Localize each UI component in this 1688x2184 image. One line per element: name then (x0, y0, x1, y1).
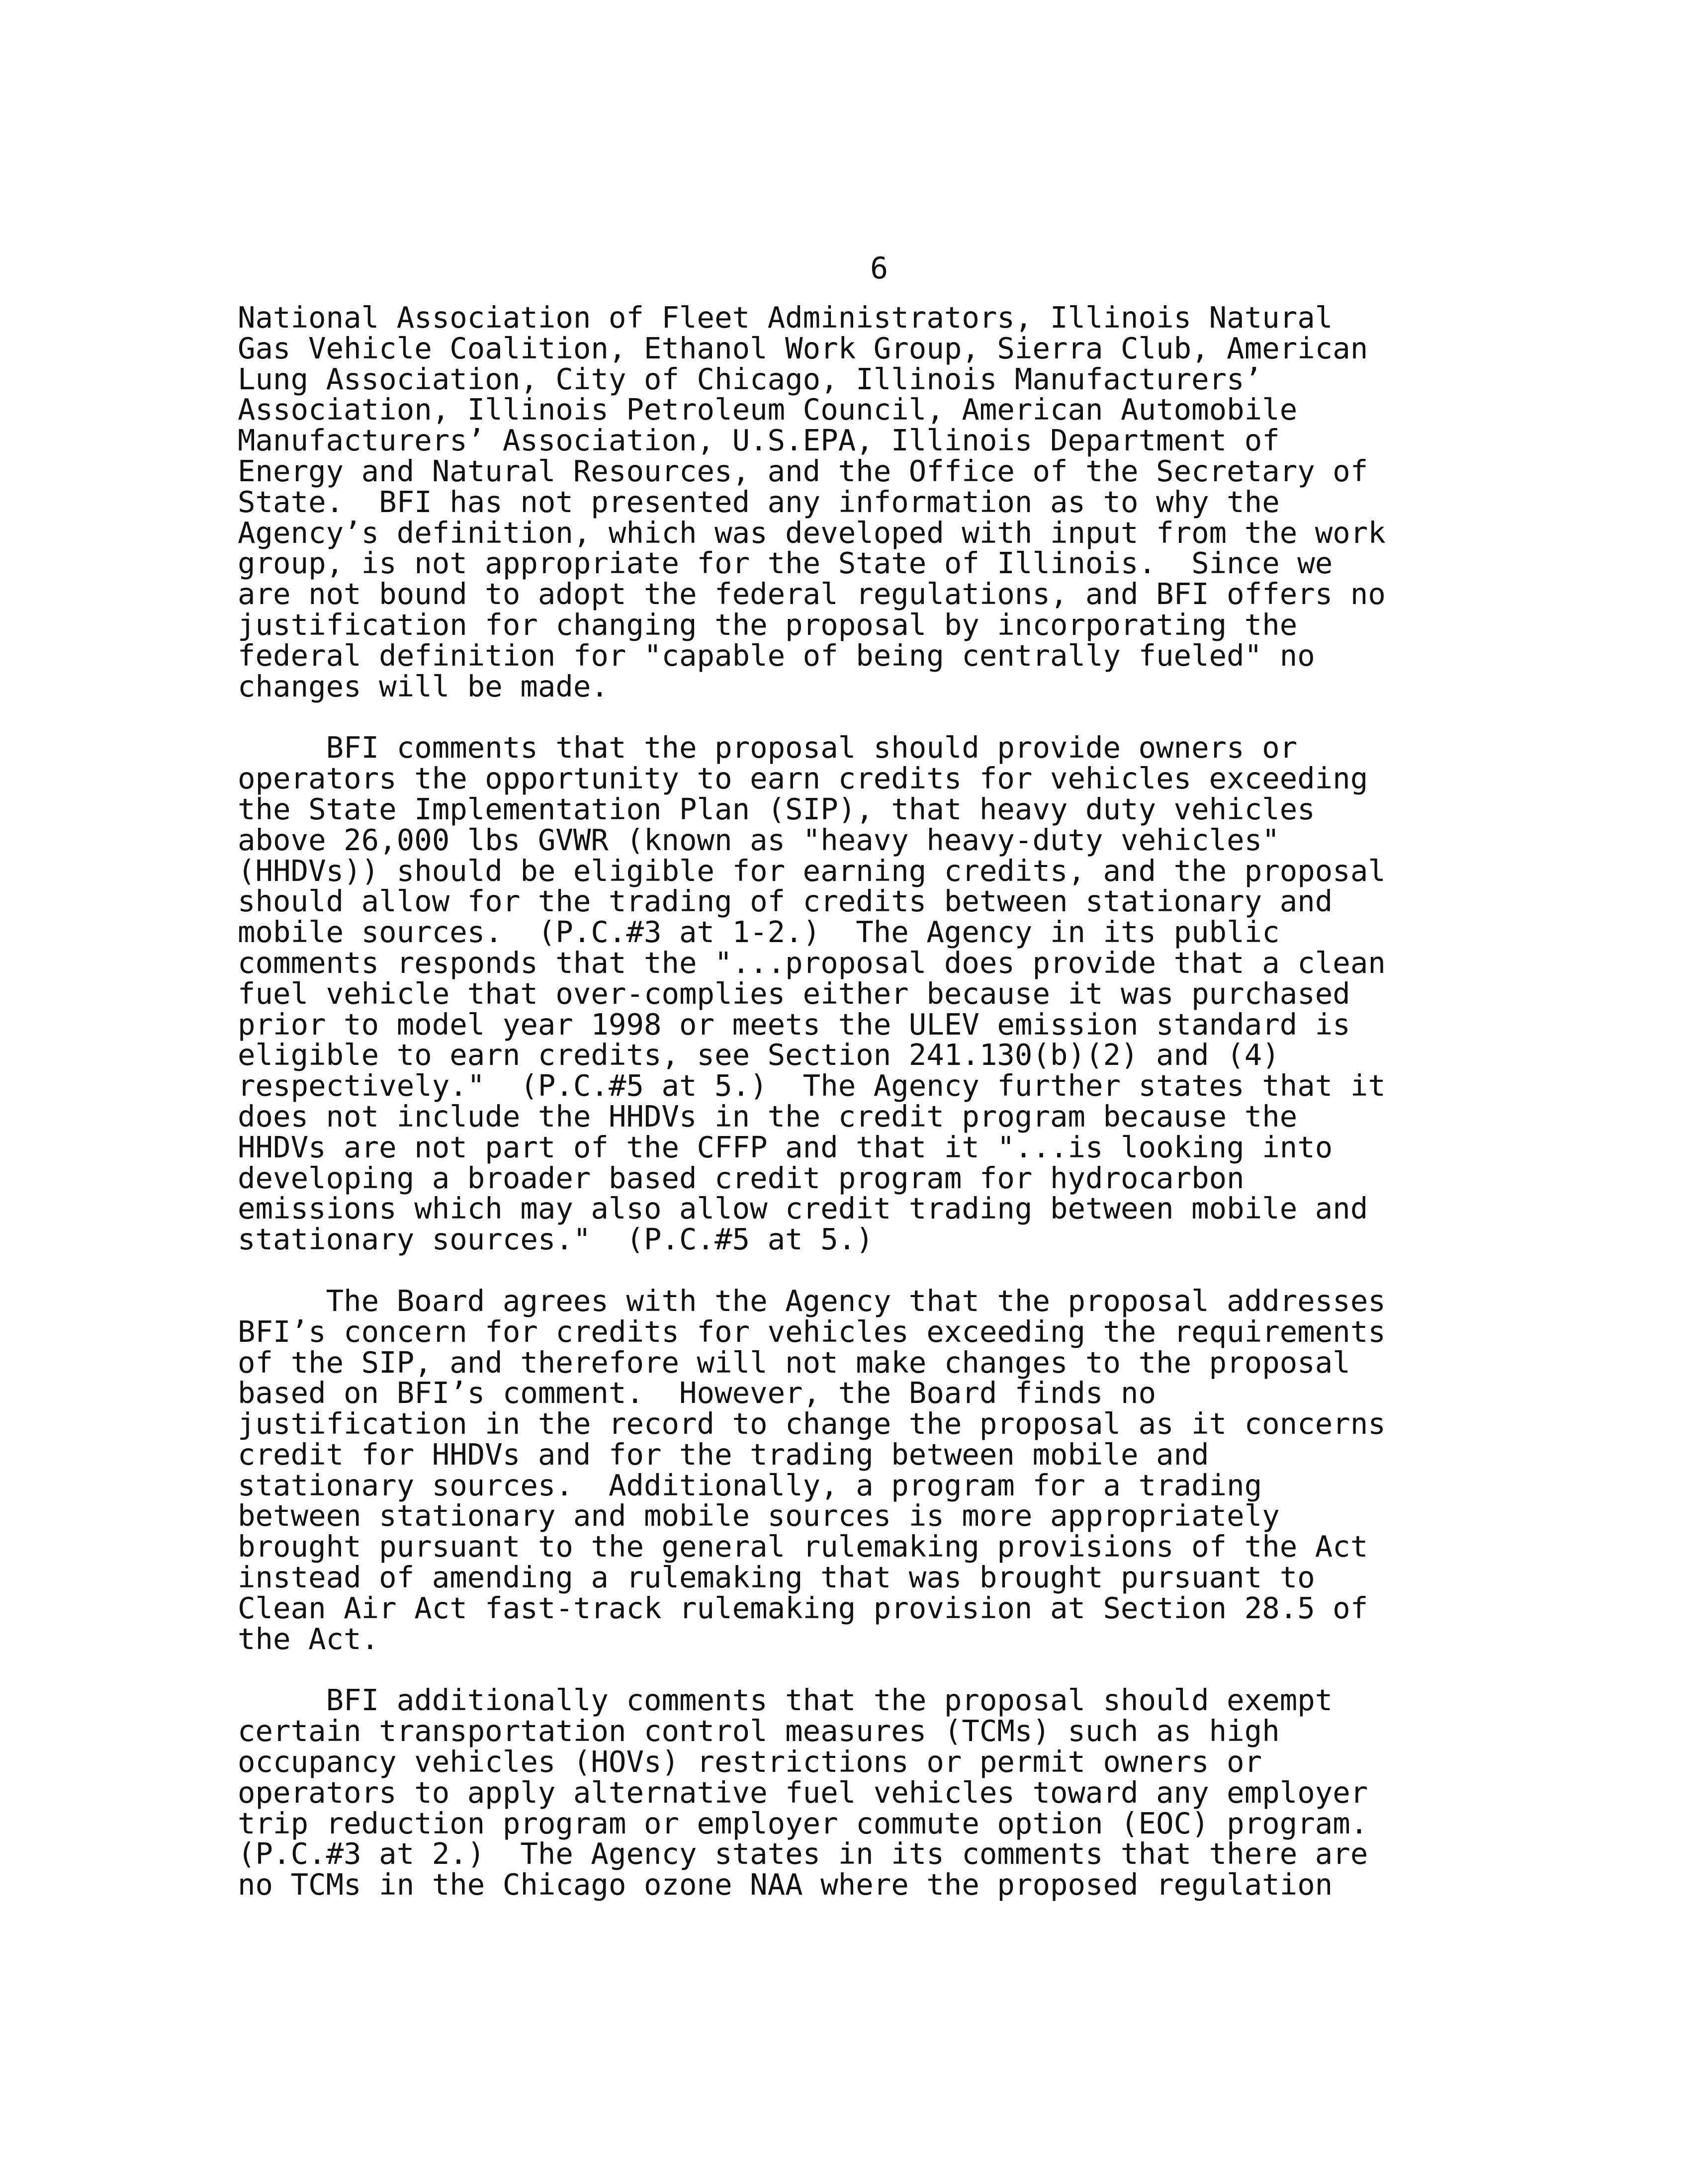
text-line: of the SIP, and therefore will not make changes to the proposal (238, 1345, 1350, 1380)
text-line: National Association of Fleet Administrators, Illinois Natural (238, 300, 1333, 335)
text-line: the Act. (238, 1621, 379, 1656)
text-line: Energy and Natural Resources, and the Office of the Secretary of (238, 453, 1368, 488)
paragraph (238, 1685, 1481, 1900)
text-line: BFI’s concern for credits for vehicles exceeding the requirements (238, 1314, 1386, 1349)
text-line: changes will be made. (238, 669, 609, 703)
text-line: credit for HHDVs and for the trading between mobile and (238, 1437, 1209, 1472)
text-line: (P.C.#3 at 2.) The Agency states in its comments that there are (238, 1836, 1368, 1871)
text-line: (HHDVs)) should be eligible for earning credits, and the proposal (238, 853, 1386, 888)
paragraph (238, 732, 1481, 1255)
text-line: operators to apply alternative fuel vehicles toward any employer (238, 1775, 1368, 1810)
paragraph (238, 1283, 1481, 1656)
text-line: Association, Illinois Petroleum Council, American Automobile (238, 392, 1298, 427)
text-line: operators the opportunity to earn credits for vehicles exceeding (238, 761, 1368, 796)
text-line: Clean Air Act fast-track rulemaking provision at Section 28.5 of (238, 1590, 1368, 1625)
text-line: BFI additionally comments that the proposal should exempt (238, 1683, 1333, 1718)
text-line: prior to model year 1998 or meets the ULEV emission standard is (238, 1007, 1350, 1042)
text-line: eligible to earn credits, see Section 241.130(b)(2) and (4) (238, 1038, 1280, 1072)
text-line: State. BFI has not presented any information as to why the (238, 484, 1280, 519)
text-line: federal definition for "capable of being centrally fueled" no (238, 638, 1315, 673)
text-line: emissions which may also allow credit trading between mobile and (238, 1191, 1368, 1226)
text-line: justification in the record to change the proposal as it concerns (238, 1406, 1386, 1441)
text-line: should allow for the trading of credits between stationary and (238, 884, 1333, 919)
text-line: are not bound to adopt the federal regulations, and BFI offers no (238, 577, 1386, 612)
text-line: fuel vehicle that over-complies either because it was purchased (238, 976, 1350, 1011)
text-line: between stationary and mobile sources is more appropriately (238, 1498, 1280, 1533)
text-line: trip reduction program or employer commute option (EOC) program. (238, 1806, 1368, 1840)
text-line: HHDVs are not part of the CFFP and that it "...is looking into (238, 1130, 1333, 1164)
text-line: BFI comments that the proposal should provide owners or (238, 730, 1298, 765)
text-line: brought pursuant to the general rulemaking provisions of the Act (238, 1529, 1368, 1564)
text-line: does not include the HHDVs in the credit program because the (238, 1099, 1298, 1134)
text-line: certain transportation control measures (TCMs) such as high (238, 1714, 1280, 1748)
text-line: justification for changing the proposal by incorporating the (238, 607, 1298, 642)
text-line: comments responds that the "...proposal does provide that a clean (238, 945, 1386, 980)
text-line: occupancy vehicles (HOVs) restrictions or permit owners or (238, 1745, 1262, 1779)
document-body (238, 302, 1481, 1900)
text-line: instead of amending a rulemaking that was brought pursuant to (238, 1560, 1315, 1595)
text-line: Gas Vehicle Coalition, Ethanol Work Group, Sierra Club, American (238, 331, 1368, 365)
text-line: mobile sources. (P.C.#3 at 1-2.) The Agency in its public (238, 915, 1280, 950)
text-line: Manufacturers’ Association, U.S.EPA, Illinois Department of (238, 423, 1280, 458)
text-line: no TCMs in the Chicago ozone NAA where the proposed regulation (238, 1867, 1333, 1902)
text-line: respectively." (P.C.#5 at 5.) The Agency further states that it (238, 1068, 1386, 1103)
text-line: stationary sources." (P.C.#5 at 5.) (238, 1222, 874, 1257)
text-line: the State Implementation Plan (SIP), that heavy duty vehicles (238, 791, 1315, 826)
text-line: Lung Association, City of Chicago, Illinois Manufacturers’ (238, 361, 1262, 396)
text-line: stationary sources. Additionally, a program for a trading (238, 1468, 1262, 1502)
text-line: based on BFI’s comment. However, the Board finds no (238, 1376, 1156, 1410)
text-line: group, is not appropriate for the State of Illinois. Since we (238, 546, 1333, 581)
text-line: The Board agrees with the Agency that the proposal addresses (238, 1283, 1386, 1318)
paragraph (238, 302, 1481, 701)
text-line: Agency’s definition, which was developed with input from the work (238, 515, 1386, 550)
page-number: 6 (870, 251, 888, 286)
text-line: above 26,000 lbs GVWR (known as "heavy heavy-duty vehicles" (238, 822, 1280, 857)
text-line: developing a broader based credit program for hydrocarbon (238, 1160, 1244, 1195)
